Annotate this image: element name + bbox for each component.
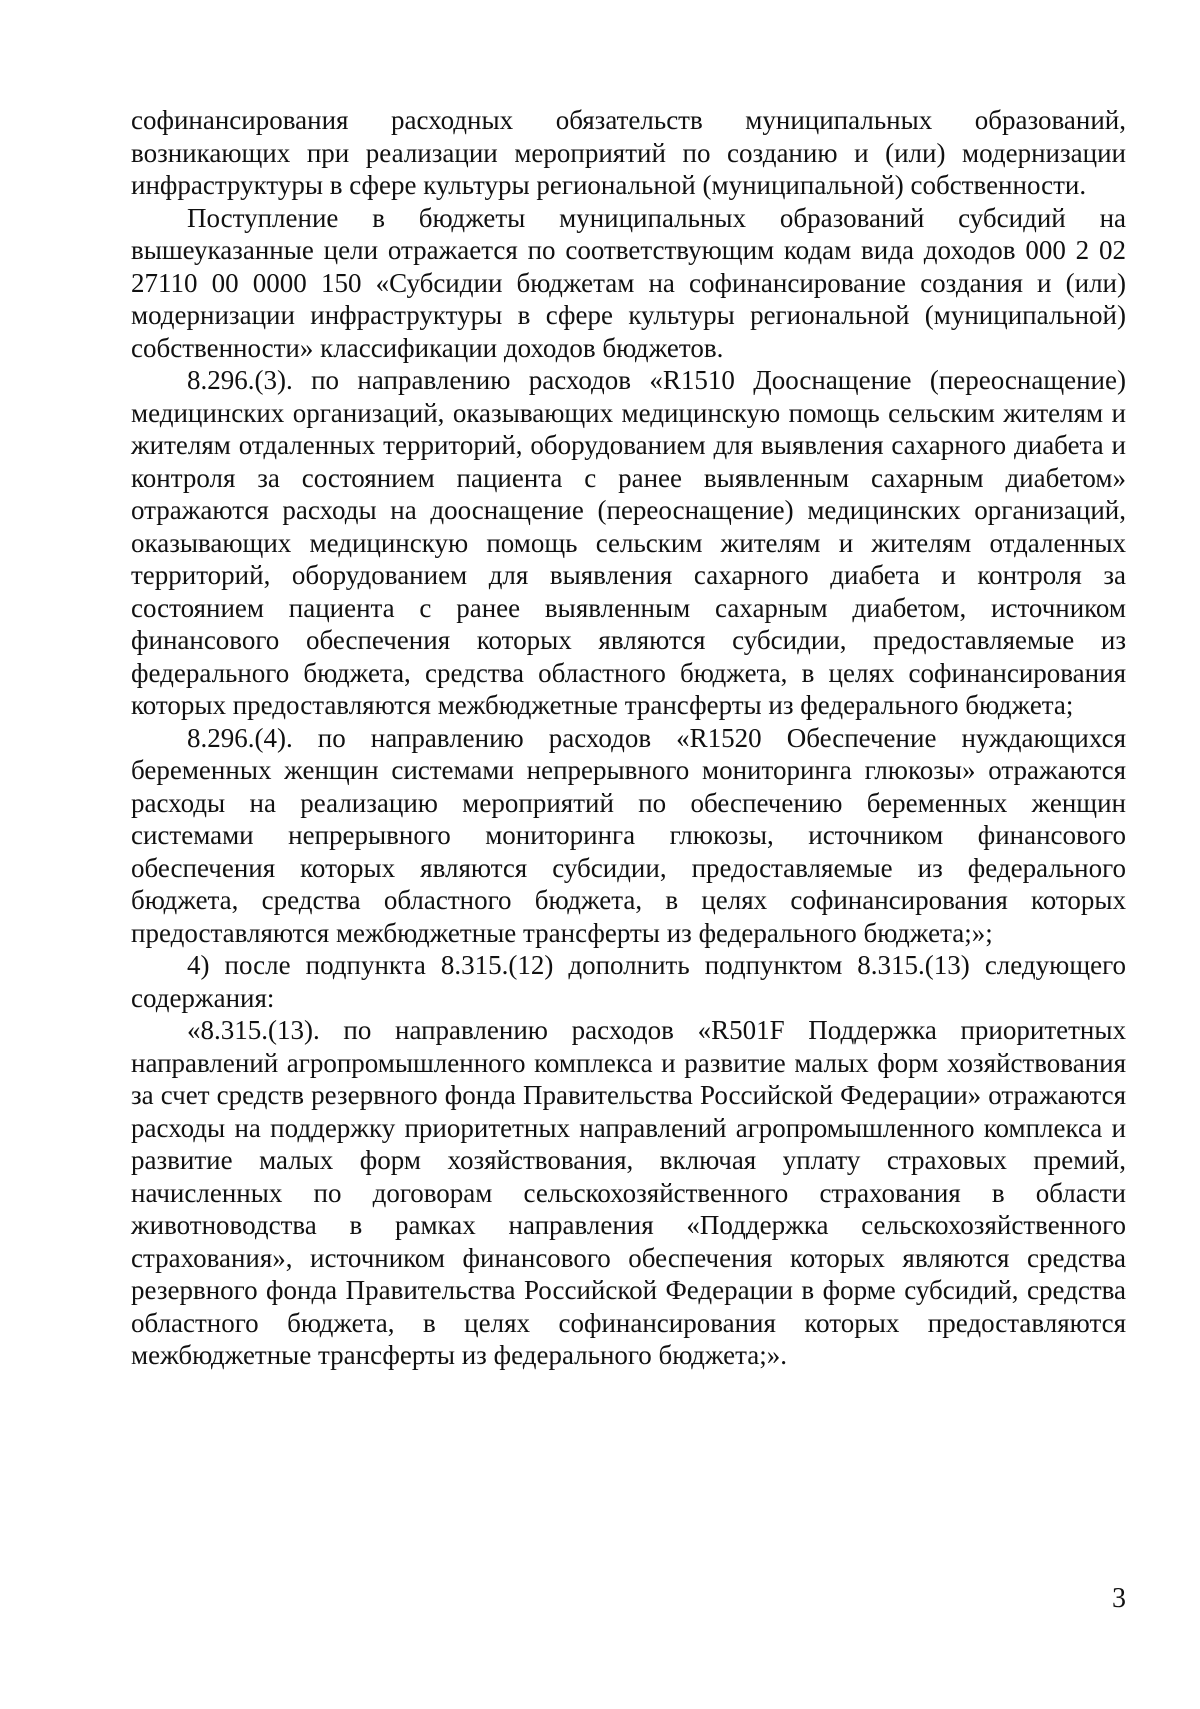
- paragraph-item-4: 4) после подпункта 8.315.(12) дополнить подпунктом 8.315.(13) следующего содержания:: [131, 950, 1126, 1013]
- paragraph-subsidies-receipt: Поступление в бюджеты муниципальных образований субсидий на вышеуказанные цели отражается по соответствующим кодам вида доходов 000 2 02 27110 00 0000 150 «Субсидии бюджетам на софинансирование создания и (или) модернизации инфраструктуры в сфере культуры региональной (муниципальной) собственности» классификации доходов бюджетов.: [131, 202, 1126, 363]
- paragraph-continuation: софинансирования расходных обязательств муниципальных образований, возникающих при реализации мероприятий по созданию и (или) модернизации инфраструктуры в сфере культуры региональной (муниципальной) собственности.: [131, 105, 1126, 200]
- document-body: [131, 104, 1126, 1372]
- page-number: 3: [1112, 1583, 1126, 1614]
- paragraph-8-296-4: 8.296.(4). по направлению расходов «R1520 Обеспечение нуждающихся беременных женщин системами непрерывного мониторинга глюкозы» отражаются расходы на реализацию мероприятий по обеспечению беременных женщин системами непрерывного мониторинга глюкозы, источником финансового обеспечения которых являются субсидии, предоставляемые из федерального бюджета, средства областного бюджета, в целях софинансирования которых предоставляются межбюджетные трансферты из федерального бюджета;»;: [131, 722, 1126, 948]
- paragraph-8-315-13: «8.315.(13). по направлению расходов «R501F Поддержка приоритетных направлений агропромышленного комплекса и развитие малых форм хозяйствования за счет средств резервного фонда Правительства Российской Федерации» отражаются расходы на поддержку приоритетных направлений агропромышленного комплекса и развитие малых форм хозяйствования, включая уплату страховых премий, начисленных по договорам сельскохозяйственного страхования в области животноводства в рамках направления «Поддержка сельскохозяйственного страхования», источником финансового обеспечения которых являются средства резервного фонда Правительства Российской Федерации в форме субсидий, средства областного бюджета, в целях софинансирования которых предоставляются межбюджетные трансферты из федерального бюджета;».: [131, 1015, 1126, 1370]
- paragraph-8-296-3: 8.296.(3). по направлению расходов «R1510 Дооснащение (переоснащение) медицинских организаций, оказывающих медицинскую помощь сельским жителям и жителям отдаленных территорий, оборудованием для выявления сахарного диабета и контроля за состоянием пациента с ранее выявленным сахарным диабетом» отражаются расходы на дооснащение (переоснащение) медицинских организаций, оказывающих медицинскую помощь сельским жителям и жителям отдаленных территорий, оборудованием для выявления сахарного диабета и контроля за состоянием пациента с ранее выявленным сахарным диабетом, источником финансового обеспечения которых являются субсидии, предоставляемые из федерального бюджета, средства областного бюджета, в целях софинансирования которых предоставляются межбюджетные трансферты из федерального бюджета;: [131, 365, 1126, 720]
